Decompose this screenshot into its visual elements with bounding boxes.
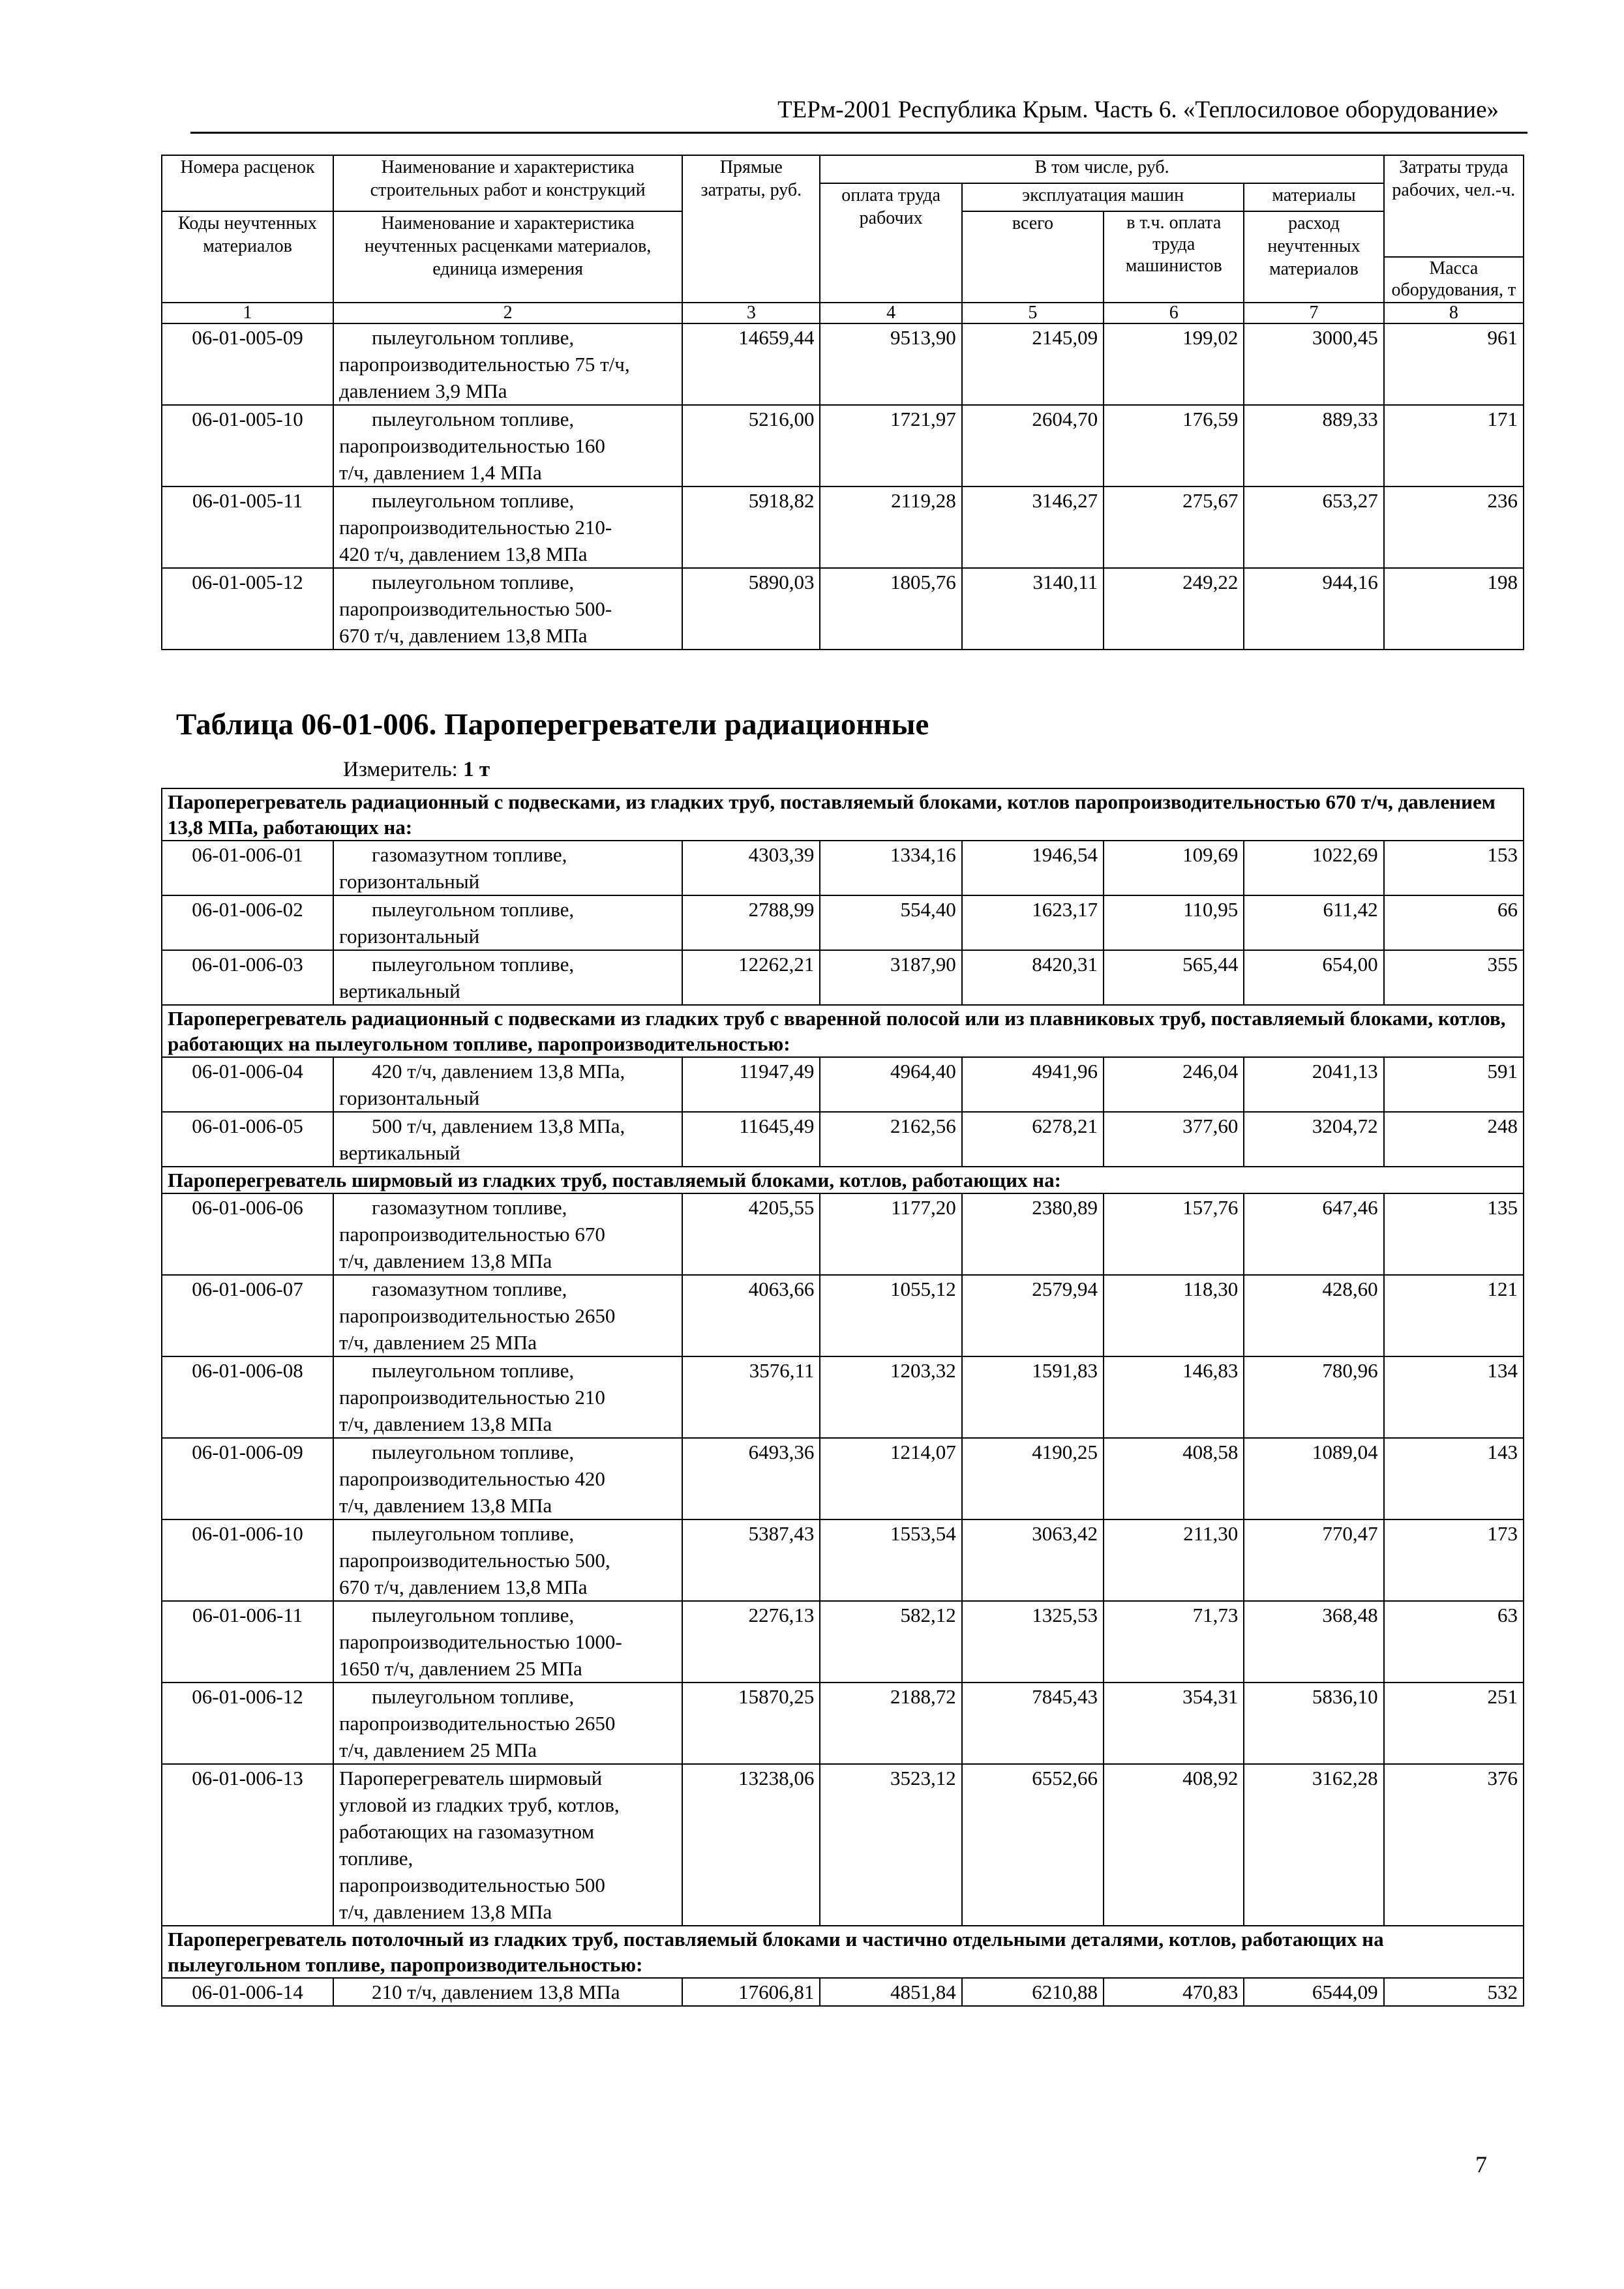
description-line: паропроизводительностью 500, bbox=[339, 1549, 610, 1572]
table-row bbox=[162, 1764, 1524, 1926]
description-line: т/ч, давлением 13,8 МПа bbox=[339, 1900, 552, 1923]
description-line bbox=[339, 324, 676, 351]
running-header: ТЕРм-2001 Республика Крым. Часть 6. «Теплосиловое оборудование» bbox=[777, 97, 1499, 123]
table-row bbox=[162, 568, 1524, 650]
operator-wages: 565,44 bbox=[1104, 950, 1244, 1005]
material-costs: 6544,09 bbox=[1244, 1978, 1383, 2006]
table-row bbox=[162, 1519, 1524, 1601]
description-line: паропроизводительностью 75 т/ч, bbox=[339, 353, 630, 376]
worker-wages: 3187,90 bbox=[820, 950, 961, 1005]
work-description bbox=[333, 1978, 682, 2006]
description-line: угловой из гладких труб, котлов, bbox=[339, 1793, 620, 1816]
col-header-operator-wages: в т.ч. оплата труда машинистов bbox=[1104, 211, 1244, 303]
operator-wages: 211,30 bbox=[1104, 1519, 1244, 1601]
operator-wages: 110,95 bbox=[1104, 895, 1244, 950]
labor-costs: 66 bbox=[1384, 895, 1524, 950]
machine-costs: 2380,89 bbox=[962, 1193, 1104, 1275]
machine-costs: 7845,43 bbox=[962, 1683, 1104, 1764]
material-costs: 889,33 bbox=[1244, 405, 1383, 486]
group-title: Пароперегреватель потолочный из гладких труб, поставляемый блоками и частично отдельными деталями, котлов, работающих на пылеугольном топливе, паропроизводительностью: bbox=[162, 1926, 1524, 1978]
direct-costs: 6493,36 bbox=[682, 1438, 820, 1519]
description-first-line: пылеугольном топливе, bbox=[372, 408, 575, 430]
rate-code: 06-01-005-09 bbox=[162, 323, 333, 405]
table-row bbox=[162, 1356, 1524, 1438]
description-first-line: 420 т/ч, давлением 13,8 МПа, bbox=[372, 1060, 625, 1083]
material-costs: 611,42 bbox=[1244, 895, 1383, 950]
col-header-work-name: Наименование и характеристика строительных работ и конструкций bbox=[333, 155, 682, 211]
operator-wages: 408,92 bbox=[1104, 1764, 1244, 1926]
description-line: 420 т/ч, давлением 13,8 МПа bbox=[339, 543, 588, 565]
table-row bbox=[162, 323, 1524, 405]
work-description bbox=[333, 1275, 682, 1356]
work-description bbox=[333, 1356, 682, 1438]
description-line: паропроизводительностью 420 bbox=[339, 1467, 605, 1490]
table-row bbox=[162, 1057, 1524, 1112]
col-header-equipment-mass: Масса оборудования, т bbox=[1384, 257, 1524, 303]
rate-code: 06-01-005-12 bbox=[162, 568, 333, 650]
col-header-material-codes: Коды неучтенных материалов bbox=[162, 211, 333, 303]
worker-wages: 2162,56 bbox=[820, 1112, 961, 1167]
material-costs: 1022,69 bbox=[1244, 841, 1383, 895]
description-line: паропроизводительностью 2650 bbox=[339, 1304, 616, 1327]
col-header-material-names: Наименование и характеристика неучтенных расценками материалов, единица измерения bbox=[333, 211, 682, 303]
description-first-line: газомазутном топливе, bbox=[372, 843, 567, 866]
description-line bbox=[339, 1683, 676, 1710]
rate-code: 06-01-006-12 bbox=[162, 1683, 333, 1764]
rate-code: 06-01-006-05 bbox=[162, 1112, 333, 1167]
material-costs: 780,96 bbox=[1244, 1356, 1383, 1438]
direct-costs: 4205,55 bbox=[682, 1193, 820, 1275]
description-line: давлением 3,9 МПа bbox=[339, 380, 507, 402]
worker-wages: 554,40 bbox=[820, 895, 961, 950]
description-first-line: пылеугольном топливе, bbox=[372, 1441, 575, 1463]
worker-wages: 3523,12 bbox=[820, 1764, 961, 1926]
description-line: паропроизводительностью 160 bbox=[339, 434, 605, 457]
column-number: 1 bbox=[162, 303, 333, 323]
description-line: паропроизводительностью 1000- bbox=[339, 1630, 622, 1653]
description-line: паропроизводительностью 500 bbox=[339, 1874, 605, 1896]
worker-wages: 1721,97 bbox=[820, 405, 961, 486]
description-line bbox=[339, 1194, 676, 1221]
labor-costs: 198 bbox=[1384, 568, 1524, 650]
description-first-line: пылеугольном топливе, bbox=[372, 326, 575, 349]
description-line: т/ч, давлением 13,8 МПа bbox=[339, 1413, 552, 1435]
worker-wages: 4964,40 bbox=[820, 1057, 961, 1112]
work-description bbox=[333, 486, 682, 568]
group-title: Пароперегреватель радиационный с подвесками, из гладких труб, поставляемый блоками, котлов паропроизводительностью 670 т/ч, давлением 13,8 МПа, работающих на: bbox=[162, 788, 1524, 841]
group-header-row bbox=[162, 1005, 1524, 1057]
rate-code: 06-01-005-11 bbox=[162, 486, 333, 568]
rate-code: 06-01-006-02 bbox=[162, 895, 333, 950]
meter-label: Измеритель: bbox=[343, 758, 458, 781]
machine-costs: 6278,21 bbox=[962, 1112, 1104, 1167]
description-first-line: пылеугольном топливе, bbox=[372, 898, 575, 921]
column-number-row bbox=[162, 303, 1524, 323]
description-first-line: газомазутном топливе, bbox=[372, 1278, 567, 1300]
column-number: 5 bbox=[962, 303, 1104, 323]
description-line bbox=[339, 1357, 676, 1384]
labor-costs: 121 bbox=[1384, 1275, 1524, 1356]
col-header-rate-numbers: Номера расценок bbox=[162, 155, 333, 211]
table-row bbox=[162, 1275, 1524, 1356]
description-line: топливе, bbox=[339, 1847, 414, 1870]
col-header-direct-costs: Прямые затраты, руб. bbox=[682, 155, 820, 303]
worker-wages: 1553,54 bbox=[820, 1519, 961, 1601]
table-row bbox=[162, 405, 1524, 486]
work-description bbox=[333, 1601, 682, 1683]
description-line bbox=[339, 1058, 676, 1085]
group-header-row bbox=[162, 1926, 1524, 1978]
description-first-line: пылеугольном топливе, bbox=[372, 1604, 575, 1626]
description-first-line: пылеугольном топливе, bbox=[372, 953, 575, 976]
operator-wages: 246,04 bbox=[1104, 1057, 1244, 1112]
worker-wages: 1805,76 bbox=[820, 568, 961, 650]
material-costs: 428,60 bbox=[1244, 1275, 1383, 1356]
rates-table-06-01-006 bbox=[161, 788, 1524, 2007]
work-description bbox=[333, 895, 682, 950]
table-row bbox=[162, 895, 1524, 950]
description-first-line: 210 т/ч, давлением 13,8 МПа bbox=[372, 1981, 620, 2003]
direct-costs: 5387,43 bbox=[682, 1519, 820, 1601]
direct-costs: 5918,82 bbox=[682, 486, 820, 568]
machine-costs: 6210,88 bbox=[962, 1978, 1104, 2006]
operator-wages: 109,69 bbox=[1104, 841, 1244, 895]
operator-wages: 146,83 bbox=[1104, 1356, 1244, 1438]
work-description bbox=[333, 950, 682, 1005]
machine-costs: 2145,09 bbox=[962, 323, 1104, 405]
material-costs: 5836,10 bbox=[1244, 1683, 1383, 1764]
table-row bbox=[162, 1978, 1524, 2006]
direct-costs: 4063,66 bbox=[682, 1275, 820, 1356]
work-description bbox=[333, 1438, 682, 1519]
rate-code: 06-01-006-10 bbox=[162, 1519, 333, 1601]
col-header-worker-wages: оплата труда рабочих bbox=[820, 183, 961, 303]
description-line bbox=[339, 569, 676, 595]
group-header-row bbox=[162, 1167, 1524, 1193]
direct-costs: 11947,49 bbox=[682, 1057, 820, 1112]
operator-wages: 377,60 bbox=[1104, 1112, 1244, 1167]
material-costs: 3204,72 bbox=[1244, 1112, 1383, 1167]
labor-costs: 532 bbox=[1384, 1978, 1524, 2006]
description-line: т/ч, давлением 1,4 МПа bbox=[339, 461, 542, 484]
worker-wages: 1055,12 bbox=[820, 1275, 961, 1356]
description-line: паропроизводительностью 210- bbox=[339, 516, 612, 539]
labor-costs: 248 bbox=[1384, 1112, 1524, 1167]
group-title: Пароперегреватель ширмовый из гладких труб, поставляемый блоками, котлов, работающих на: bbox=[162, 1167, 1524, 1193]
column-number: 7 bbox=[1244, 303, 1383, 323]
work-description bbox=[333, 568, 682, 650]
work-description bbox=[333, 1193, 682, 1275]
description-line bbox=[339, 1113, 676, 1139]
machine-costs: 3146,27 bbox=[962, 486, 1104, 568]
table-row bbox=[162, 1683, 1524, 1764]
material-costs: 653,27 bbox=[1244, 486, 1383, 568]
table-row bbox=[162, 841, 1524, 895]
direct-costs: 14659,44 bbox=[682, 323, 820, 405]
rate-code: 06-01-006-03 bbox=[162, 950, 333, 1005]
column-number: 2 bbox=[333, 303, 682, 323]
material-costs: 654,00 bbox=[1244, 950, 1383, 1005]
work-description bbox=[333, 841, 682, 895]
direct-costs: 5216,00 bbox=[682, 405, 820, 486]
description-line bbox=[339, 951, 676, 978]
labor-costs: 134 bbox=[1384, 1356, 1524, 1438]
rate-code: 06-01-006-11 bbox=[162, 1601, 333, 1683]
labor-costs: 591 bbox=[1384, 1057, 1524, 1112]
labor-costs: 135 bbox=[1384, 1193, 1524, 1275]
material-costs: 3162,28 bbox=[1244, 1764, 1383, 1926]
material-costs: 770,47 bbox=[1244, 1519, 1383, 1601]
machine-costs: 4941,96 bbox=[962, 1057, 1104, 1112]
machine-costs: 2579,94 bbox=[962, 1275, 1104, 1356]
description-first-line: пылеугольном топливе, bbox=[372, 571, 575, 593]
description-line: паропроизводительностью 2650 bbox=[339, 1712, 616, 1735]
rate-code: 06-01-006-07 bbox=[162, 1275, 333, 1356]
description-line: вертикальный bbox=[339, 980, 460, 1002]
rate-code: 06-01-006-01 bbox=[162, 841, 333, 895]
rate-code: 06-01-006-08 bbox=[162, 1356, 333, 1438]
column-number: 6 bbox=[1104, 303, 1244, 323]
labor-costs: 376 bbox=[1384, 1764, 1524, 1926]
col-header-materials: материалы bbox=[1244, 183, 1383, 211]
worker-wages: 1334,16 bbox=[820, 841, 961, 895]
rates-table-06-01-005 bbox=[161, 155, 1524, 650]
description-line bbox=[339, 1439, 676, 1465]
rate-code: 06-01-006-09 bbox=[162, 1438, 333, 1519]
description-line: 670 т/ч, давлением 13,8 МПа bbox=[339, 1576, 588, 1598]
direct-costs: 2788,99 bbox=[682, 895, 820, 950]
group-title: Пароперегреватель радиационный с подвесками из гладких труб с вваренной полосой или из плавниковых труб, поставляемый блоками, котлов, работающих на пылеугольном топливе, паропроизводительностью: bbox=[162, 1005, 1524, 1057]
worker-wages: 1203,32 bbox=[820, 1356, 961, 1438]
machine-costs: 1623,17 bbox=[962, 895, 1104, 950]
operator-wages: 71,73 bbox=[1104, 1601, 1244, 1683]
table-title: Таблица 06-01-006. Пароперегреватели радиационные bbox=[176, 708, 929, 741]
table-row bbox=[162, 486, 1524, 568]
description-line: вертикальный bbox=[339, 1141, 460, 1164]
work-description bbox=[333, 405, 682, 486]
column-number: 4 bbox=[820, 303, 961, 323]
labor-costs: 236 bbox=[1384, 486, 1524, 568]
description-first-line: пылеугольном топливе, bbox=[372, 1685, 575, 1708]
labor-costs: 961 bbox=[1384, 323, 1524, 405]
machine-costs: 4190,25 bbox=[962, 1438, 1104, 1519]
machine-costs: 1325,53 bbox=[962, 1601, 1104, 1683]
column-number: 3 bbox=[682, 303, 820, 323]
operator-wages: 470,83 bbox=[1104, 1978, 1244, 2006]
col-header-machines-total: всего bbox=[962, 211, 1104, 303]
description-line bbox=[339, 406, 676, 432]
description-first-line: пылеугольном топливе, bbox=[372, 489, 575, 512]
meter-value: 1 т bbox=[463, 758, 490, 781]
operator-wages: 408,58 bbox=[1104, 1438, 1244, 1519]
description-line: Пароперегреватель ширмовый bbox=[339, 1767, 603, 1789]
description-line: паропроизводительностью 500- bbox=[339, 597, 612, 620]
unit-of-measure bbox=[343, 758, 490, 782]
operator-wages: 199,02 bbox=[1104, 323, 1244, 405]
table-row bbox=[162, 1112, 1524, 1167]
operator-wages: 118,30 bbox=[1104, 1275, 1244, 1356]
direct-costs: 13238,06 bbox=[682, 1764, 820, 1926]
machine-costs: 3063,42 bbox=[962, 1519, 1104, 1601]
page-number: 7 bbox=[1475, 2151, 1487, 2177]
description-first-line: газомазутном топливе, bbox=[372, 1196, 567, 1219]
labor-costs: 171 bbox=[1384, 405, 1524, 486]
machine-costs: 1591,83 bbox=[962, 1356, 1104, 1438]
table-row bbox=[162, 1601, 1524, 1683]
description-line: т/ч, давлением 13,8 МПа bbox=[339, 1249, 552, 1272]
operator-wages: 249,22 bbox=[1104, 568, 1244, 650]
direct-costs: 11645,49 bbox=[682, 1112, 820, 1167]
description-line bbox=[339, 1276, 676, 1302]
worker-wages: 1177,20 bbox=[820, 1193, 961, 1275]
description-first-line: пылеугольном топливе, bbox=[372, 1359, 575, 1382]
description-line bbox=[339, 896, 676, 923]
material-costs: 2041,13 bbox=[1244, 1057, 1383, 1112]
material-costs: 647,46 bbox=[1244, 1193, 1383, 1275]
material-costs: 368,48 bbox=[1244, 1601, 1383, 1683]
description-line bbox=[339, 841, 676, 868]
description-line: 670 т/ч, давлением 13,8 МПа bbox=[339, 624, 588, 647]
description-line: работающих на газомазутном bbox=[339, 1820, 595, 1843]
worker-wages: 582,12 bbox=[820, 1601, 961, 1683]
description-line: т/ч, давлением 13,8 МПа bbox=[339, 1494, 552, 1517]
worker-wages: 4851,84 bbox=[820, 1978, 961, 2006]
material-costs: 3000,45 bbox=[1244, 323, 1383, 405]
col-header-labor-costs: Затраты труда рабочих, чел.-ч. bbox=[1384, 155, 1524, 257]
rate-code: 06-01-006-04 bbox=[162, 1057, 333, 1112]
rate-code: 06-01-006-14 bbox=[162, 1978, 333, 2006]
table-row bbox=[162, 1438, 1524, 1519]
rate-code: 06-01-005-10 bbox=[162, 405, 333, 486]
work-description bbox=[333, 1683, 682, 1764]
description-line: горизонтальный bbox=[339, 925, 480, 948]
work-description bbox=[333, 1112, 682, 1167]
direct-costs: 3576,11 bbox=[682, 1356, 820, 1438]
description-first-line: пылеугольном топливе, bbox=[372, 1522, 575, 1545]
operator-wages: 275,67 bbox=[1104, 486, 1244, 568]
col-header-machine-operation: эксплуатация машин bbox=[962, 183, 1244, 211]
machine-costs: 2604,70 bbox=[962, 405, 1104, 486]
description-line: паропроизводительностью 210 bbox=[339, 1386, 605, 1409]
table-row bbox=[162, 950, 1524, 1005]
group-header-row bbox=[162, 788, 1524, 841]
col-header-unaccounted-materials: расход неучтенных материалов bbox=[1244, 211, 1383, 303]
description-line: паропроизводительностью 670 bbox=[339, 1223, 605, 1246]
direct-costs: 2276,13 bbox=[682, 1601, 820, 1683]
description-line bbox=[339, 1520, 676, 1547]
description-first-line: 500 т/ч, давлением 13,8 МПа, bbox=[372, 1115, 625, 1137]
machine-costs: 3140,11 bbox=[962, 568, 1104, 650]
col-header-including: В том числе, руб. bbox=[820, 155, 1383, 183]
rate-code: 06-01-006-13 bbox=[162, 1764, 333, 1926]
material-costs: 944,16 bbox=[1244, 568, 1383, 650]
description-line bbox=[339, 1602, 676, 1628]
description-line: 1650 т/ч, давлением 25 МПа bbox=[339, 1657, 582, 1680]
operator-wages: 176,59 bbox=[1104, 405, 1244, 486]
description-line bbox=[339, 1979, 676, 2005]
labor-costs: 153 bbox=[1384, 841, 1524, 895]
direct-costs: 15870,25 bbox=[682, 1683, 820, 1764]
labor-costs: 143 bbox=[1384, 1438, 1524, 1519]
work-description bbox=[333, 1057, 682, 1112]
machine-costs: 1946,54 bbox=[962, 841, 1104, 895]
labor-costs: 173 bbox=[1384, 1519, 1524, 1601]
header-rule bbox=[190, 132, 1527, 134]
description-line: т/ч, давлением 25 МПа bbox=[339, 1331, 537, 1354]
worker-wages: 2119,28 bbox=[820, 486, 961, 568]
rate-code: 06-01-006-06 bbox=[162, 1193, 333, 1275]
description-line: горизонтальный bbox=[339, 870, 480, 893]
work-description bbox=[333, 1519, 682, 1601]
machine-costs: 6552,66 bbox=[962, 1764, 1104, 1926]
operator-wages: 157,76 bbox=[1104, 1193, 1244, 1275]
labor-costs: 251 bbox=[1384, 1683, 1524, 1764]
direct-costs: 12262,21 bbox=[682, 950, 820, 1005]
machine-costs: 8420,31 bbox=[962, 950, 1104, 1005]
description-line: т/ч, давлением 25 МПа bbox=[339, 1739, 537, 1761]
direct-costs: 4303,39 bbox=[682, 841, 820, 895]
work-description bbox=[333, 1764, 682, 1926]
worker-wages: 2188,72 bbox=[820, 1683, 961, 1764]
column-number: 8 bbox=[1384, 303, 1524, 323]
worker-wages: 1214,07 bbox=[820, 1438, 961, 1519]
direct-costs: 17606,81 bbox=[682, 1978, 820, 2006]
table-row bbox=[162, 1193, 1524, 1275]
operator-wages: 354,31 bbox=[1104, 1683, 1244, 1764]
labor-costs: 63 bbox=[1384, 1601, 1524, 1683]
description-line bbox=[339, 487, 676, 514]
description-line: горизонтальный bbox=[339, 1086, 480, 1109]
direct-costs: 5890,03 bbox=[682, 568, 820, 650]
material-costs: 1089,04 bbox=[1244, 1438, 1383, 1519]
work-description bbox=[333, 323, 682, 405]
labor-costs: 355 bbox=[1384, 950, 1524, 1005]
worker-wages: 9513,90 bbox=[820, 323, 961, 405]
